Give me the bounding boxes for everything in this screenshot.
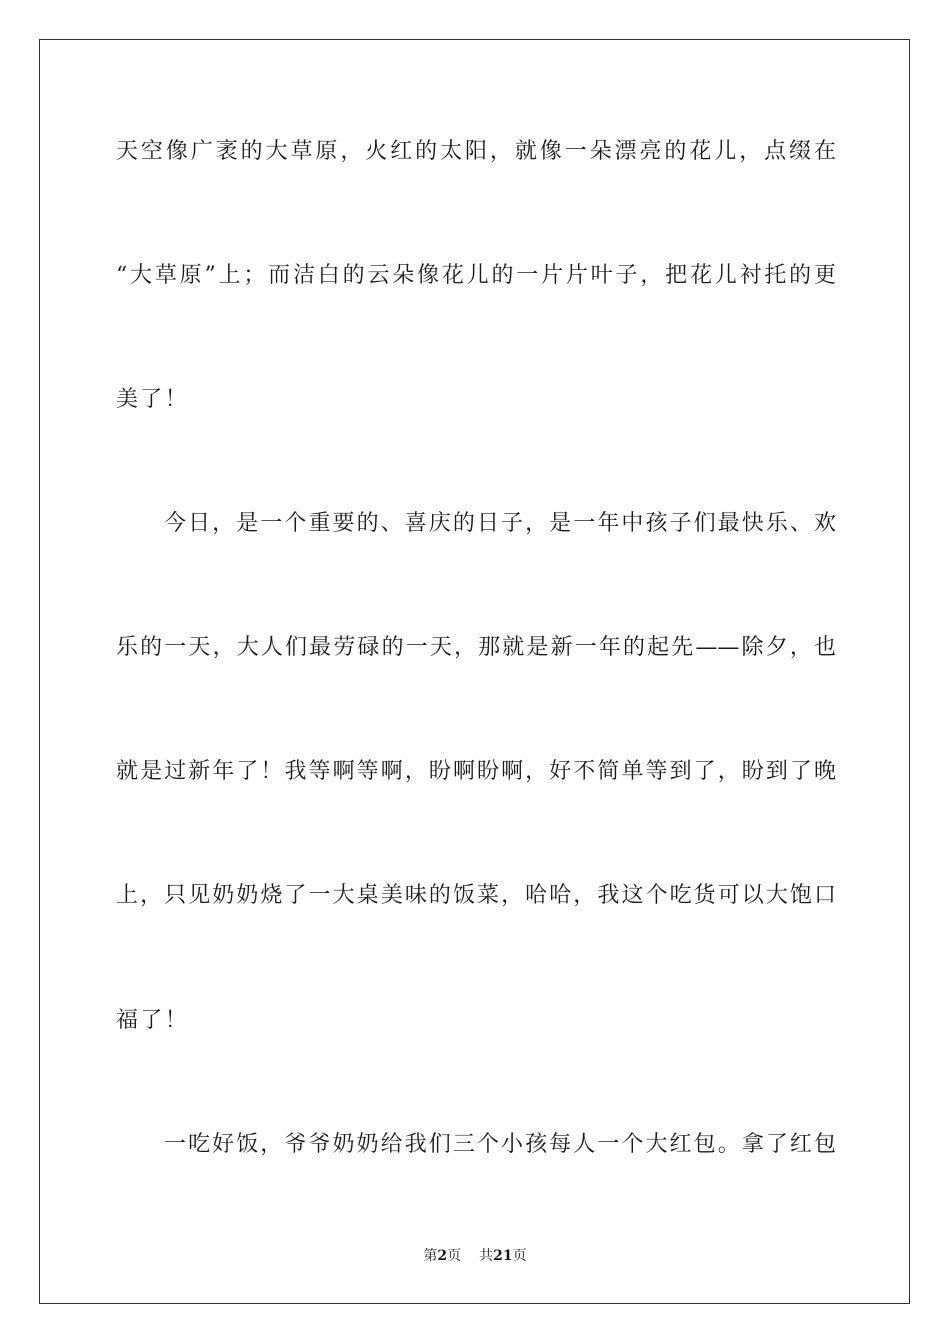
text-line-8: 福了！ (116, 1008, 190, 1033)
page-total: 21 (493, 1248, 513, 1264)
total-suffix: 页 (512, 1248, 527, 1264)
text-line-5: 乐的一天，大人们最劳碌的一天，那就是新一年的起先——除夕，也 (116, 635, 836, 660)
page-prefix: 第 (423, 1248, 438, 1264)
page-current: 2 (437, 1248, 448, 1264)
page-footer (0, 1247, 950, 1265)
text-line-4: 今日，是一个重要的、喜庆的日子，是一年中孩子们最快乐、欢 (164, 511, 836, 536)
text-line-3: 美了！ (116, 387, 190, 412)
text-line-6: 就是过新年了！我等啊等啊，盼啊盼啊，好不简单等到了，盼到了晚 (116, 759, 836, 784)
page-frame (39, 39, 910, 1304)
text-line-9: 一吃好饭，爷爷奶奶给我们三个小孩每人一个大红包。拿了红包 (164, 1132, 836, 1157)
page-suffix: 页 (447, 1248, 462, 1264)
text-line-2: “大草原”上；而洁白的云朵像花儿的一片片叶子，把花儿衬托的更 (116, 263, 836, 288)
text-line-1: 天空像广袤的大草原，火红的太阳，就像一朵漂亮的花儿，点缀在 (116, 139, 836, 164)
text-line-7: 上，只见奶奶烧了一大桌美味的饭菜，哈哈，我这个吃货可以大饱口 (116, 883, 836, 908)
total-prefix: 共 (479, 1248, 494, 1264)
